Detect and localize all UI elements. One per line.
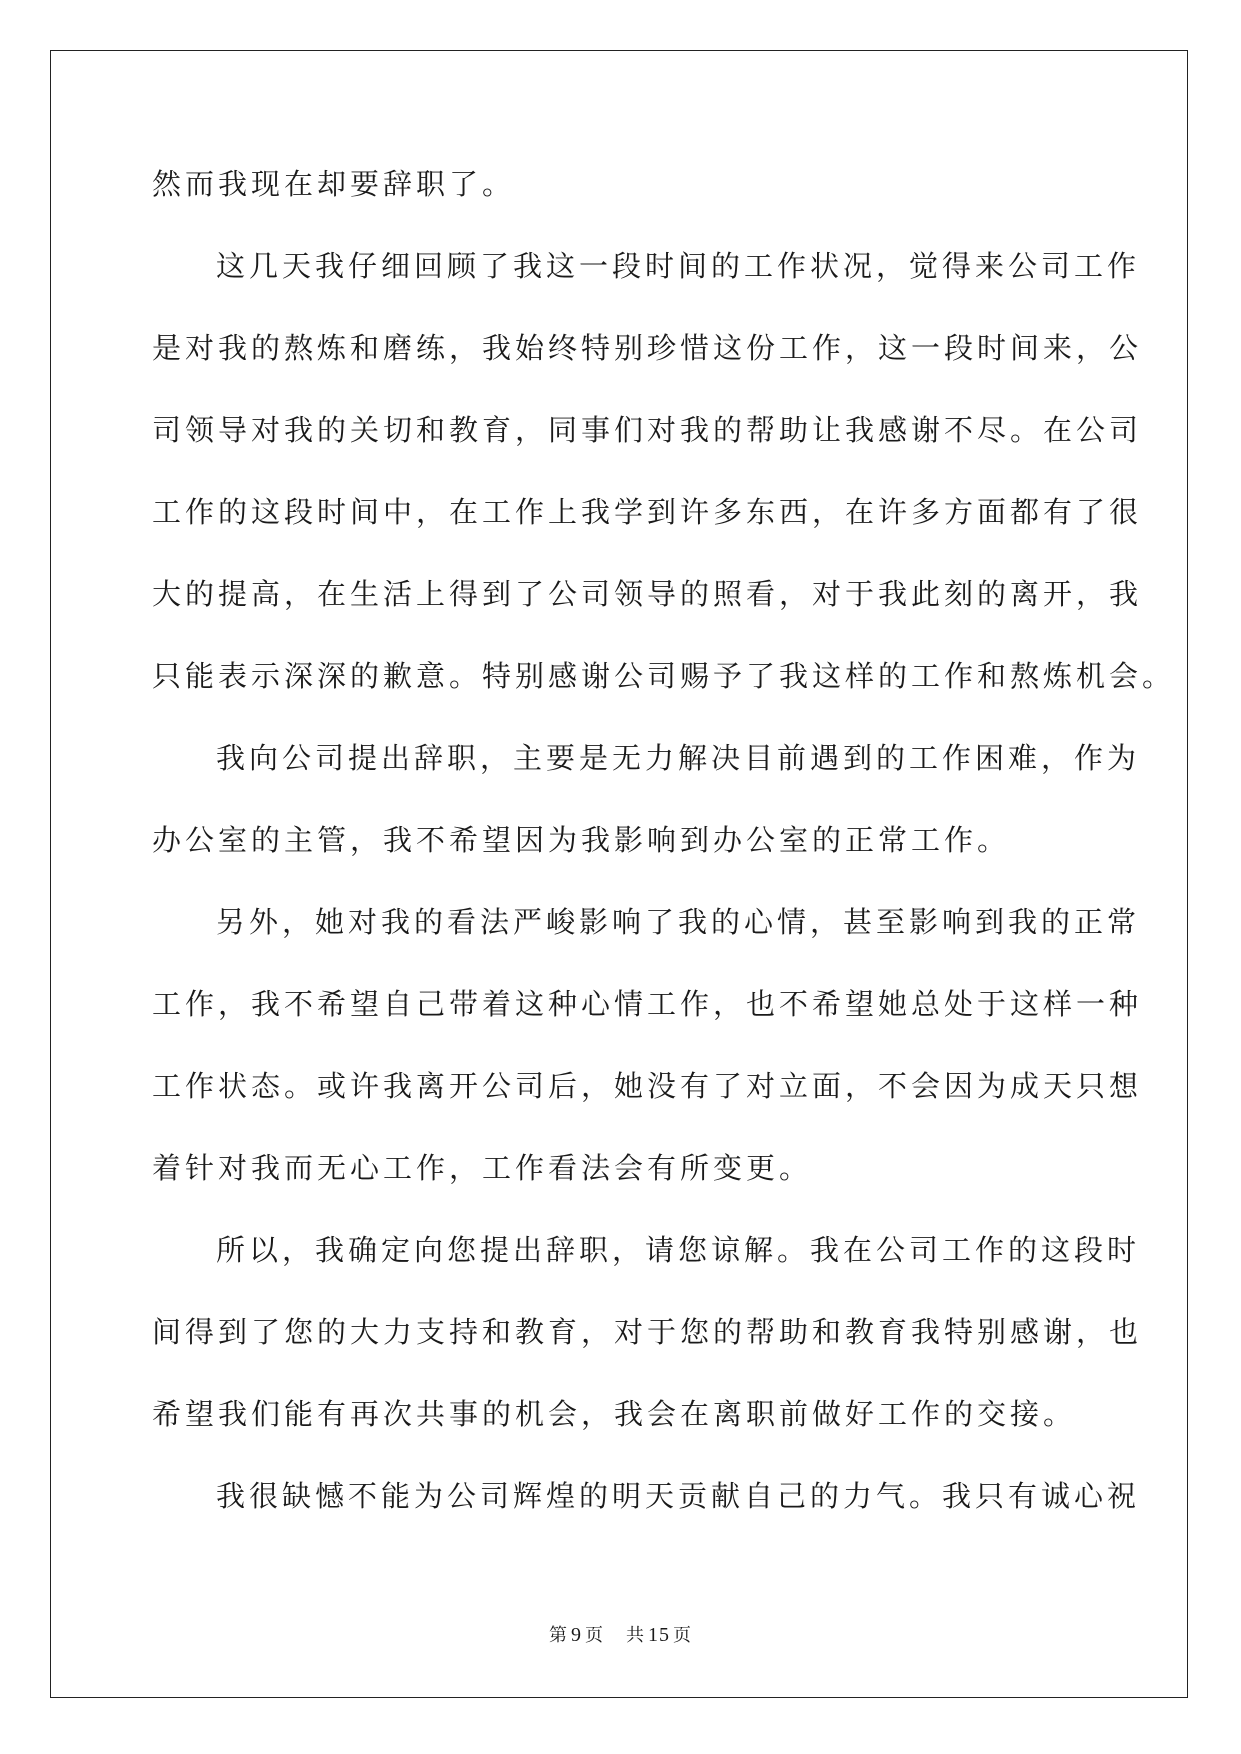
page-footer bbox=[0, 1621, 1241, 1647]
text-line: 工作的这段时间中，在工作上我学到许多东西，在许多方面都有了很 bbox=[152, 495, 1143, 529]
document-body bbox=[152, 160, 1176, 1554]
total-suffix: 页 bbox=[673, 1625, 692, 1646]
total-prefix: 共 bbox=[626, 1625, 645, 1646]
page-prefix: 第 bbox=[549, 1625, 568, 1646]
text-line: 司领导对我的关切和教育，同事们对我的帮助让我感谢不尽。在公司 bbox=[152, 413, 1143, 447]
text-line: 着针对我而无心工作，工作看法会有所变更。 bbox=[152, 1151, 813, 1185]
text-line: 希望我们能有再次共事的机会，我会在离职前做好工作的交接。 bbox=[152, 1397, 1077, 1431]
text-line: 工作状态。或许我离开公司后，她没有了对立面，不会因为成天只想 bbox=[152, 1069, 1143, 1103]
text-line: 我向公司提出辞职，主要是无力解决目前遇到的工作困难，作为 bbox=[216, 741, 1141, 775]
text-line: 办公室的主管，我不希望因为我影响到办公室的正常工作。 bbox=[152, 823, 1011, 857]
page-number: 9 bbox=[571, 1624, 582, 1646]
text-line: 另外，她对我的看法严峻影响了我的心情，甚至影响到我的正常 bbox=[216, 905, 1141, 939]
text-line: 间得到了您的大力支持和教育，对于您的帮助和教育我特别感谢，也 bbox=[152, 1315, 1143, 1349]
text-line: 只能表示深深的歉意。特别感谢公司赐予了我这样的工作和熬炼机会。 bbox=[152, 659, 1176, 693]
text-line: 然而我现在却要辞职了。 bbox=[152, 167, 516, 201]
text-line: 这几天我仔细回顾了我这一段时间的工作状况，觉得来公司工作 bbox=[216, 249, 1141, 283]
text-line: 是对我的熬炼和磨练，我始终特别珍惜这份工作，这一段时间来，公 bbox=[152, 331, 1143, 365]
page-suffix: 页 bbox=[585, 1625, 604, 1646]
text-line: 所以，我确定向您提出辞职，请您谅解。我在公司工作的这段时 bbox=[216, 1233, 1141, 1267]
text-line: 工作，我不希望自己带着这种心情工作，也不希望她总处于这样一种 bbox=[152, 987, 1143, 1021]
text-line: 大的提高，在生活上得到了公司领导的照看，对于我此刻的离开，我 bbox=[152, 577, 1143, 611]
text-line: 我很缺憾不能为公司辉煌的明天贡献自己的力气。我只有诚心祝 bbox=[216, 1479, 1141, 1513]
total-pages: 15 bbox=[648, 1624, 670, 1646]
